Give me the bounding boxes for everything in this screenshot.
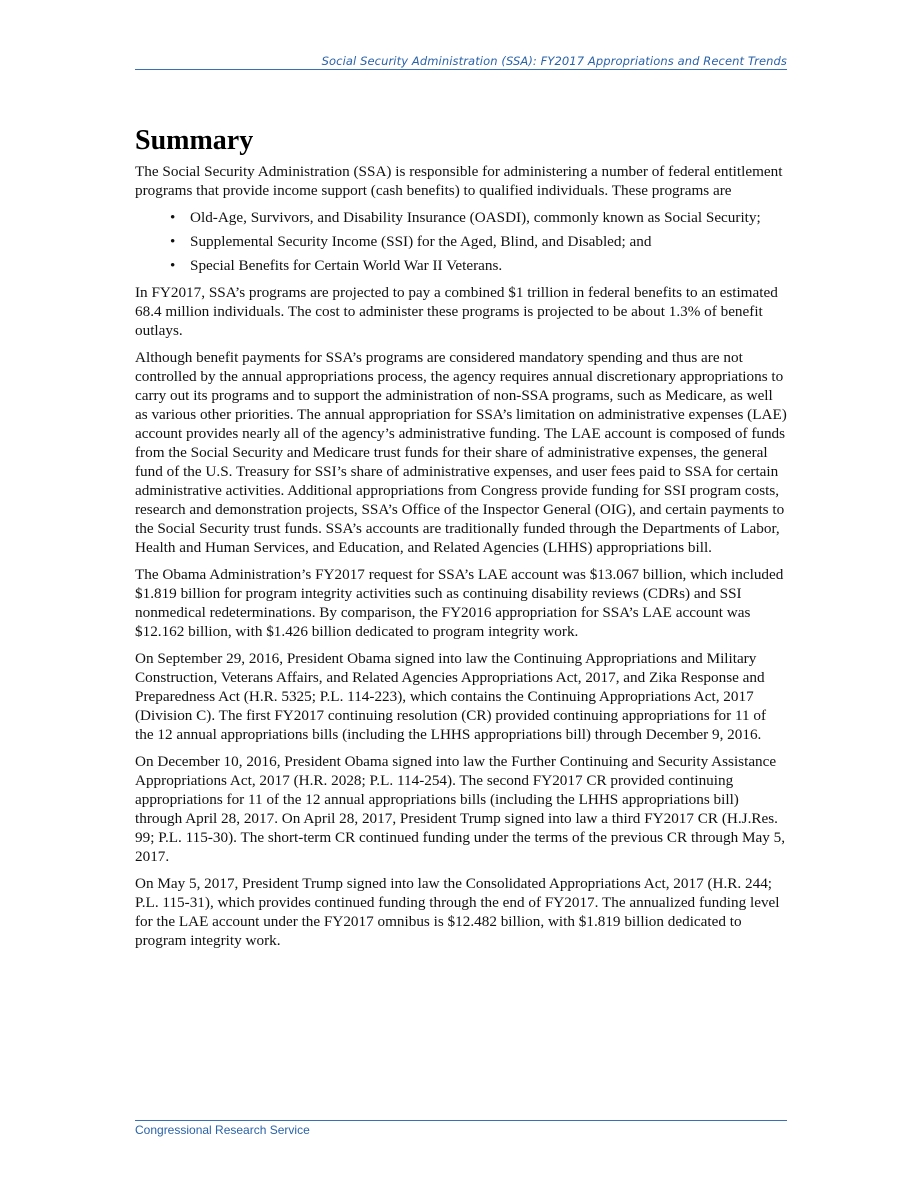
bullet-icon: • [170, 233, 176, 250]
program-list [135, 208, 787, 275]
section-heading: Summary [135, 125, 254, 156]
running-header: Social Security Administration (SSA): FY2017 Appropriations and Recent Trends [321, 54, 787, 68]
list-item-text: Old-Age, Survivors, and Disability Insurance (OASDI), commonly known as Social Security; [190, 209, 761, 226]
bullet-icon: • [170, 257, 176, 274]
document-body [135, 124, 787, 958]
list-item-text: Special Benefits for Certain World War II Veterans. [190, 257, 503, 274]
list-item-text: Supplemental Security Income (SSI) for the Aged, Blind, and Disabled; and [190, 233, 652, 250]
paragraph-omnibus: On May 5, 2017, President Trump signed into law the Consolidated Appropriations Act, 2017 (H.R. 244; P.L. 115-31), which provides continued funding through the end of FY2017. The annualized funding level for the LAE account under the FY2017 omnibus is $12.482 billion, with $1.819 billion dedicated to program integrity work. [135, 875, 780, 949]
list-item [135, 256, 787, 275]
footer-divider [135, 1120, 787, 1121]
paragraph-benefits: In FY2017, SSA’s programs are projected to pay a combined $1 trillion in federal benefits to an estimated 68.4 million individuals. The cost to administer these programs is projected to be about 1.3% of benefit outlays. [135, 284, 778, 339]
bullet-icon: • [170, 209, 176, 226]
paragraph-intro: The Social Security Administration (SSA) is responsible for administering a number of federal entitlement programs that provide income support (cash benefits) to qualified individuals. These programs are [135, 163, 783, 199]
paragraph-appropriations: Although benefit payments for SSA’s programs are considered mandatory spending and thus are not controlled by the annual appropriations process, the agency requires annual discretionary appropriations to carry out its programs and to support the administration of non-SSA programs, such as Medicare, as well as various other priorities. The annual appropriation for SSA’s limitation on administrative expenses (LAE) account provides nearly all of the agency’s administrative funding. The LAE account is composed of funds from the Social Security and Medicare trust funds for their share of administrative expenses, the general fund of the U.S. Treasury for SSI’s share of administrative expenses, and user fees paid to SSA for certain administrative activities. Additional appropriations from Congress provide funding for SSI program costs, research and demonstration projects, SSA’s Office of the Inspector General (OIG), and certain payments to the Social Security trust funds. SSA’s accounts are traditionally funded through the Departments of Labor, Health and Human Services, and Education, and Related Agencies (LHHS) appropriations bill. [135, 349, 787, 556]
list-item [135, 208, 787, 227]
paragraph-first-cr: On September 29, 2016, President Obama signed into law the Continuing Appropriations and Military Construction, Veterans Affairs, and Related Agencies Appropriations Act, 2017, and Zika Response and Preparedness Act (H.R. 5325; P.L. 114-223), which contains the Continuing Appropriations Act, 2017 (Division C). The first FY2017 continuing resolution (CR) provided continuing appropriations for 11 of the 12 annual appropriations bills (including the LHHS appropriations bill) through December 9, 2016. [135, 650, 767, 743]
header-divider [135, 69, 787, 70]
footer-publisher: Congressional Research Service [135, 1123, 310, 1137]
paragraph-request: The Obama Administration’s FY2017 request for SSA’s LAE account was $13.067 billion, which included $1.819 billion for program integrity activities such as continuing disability reviews (CDRs) and SSI nonmedical redeterminations. By comparison, the FY2016 appropriation for SSA’s LAE account was $12.162 billion, with $1.426 billion dedicated to program integrity work. [135, 566, 784, 640]
paragraph-second-cr: On December 10, 2016, President Obama signed into law the Further Continuing and Security Assistance Appropriations Act, 2017 (H.R. 2028; P.L. 114-254). The second FY2017 CR provided continuing appropriations for 11 of the 12 annual appropriations bills (including the LHHS appropriations bill) through April 28, 2017. On April 28, 2017, President Trump signed into law a third FY2017 CR (H.J.Res. 99; P.L. 115-30). The short-term CR continued funding under the terms of the previous CR through May 5, 2017. [135, 753, 786, 865]
list-item [135, 232, 787, 251]
